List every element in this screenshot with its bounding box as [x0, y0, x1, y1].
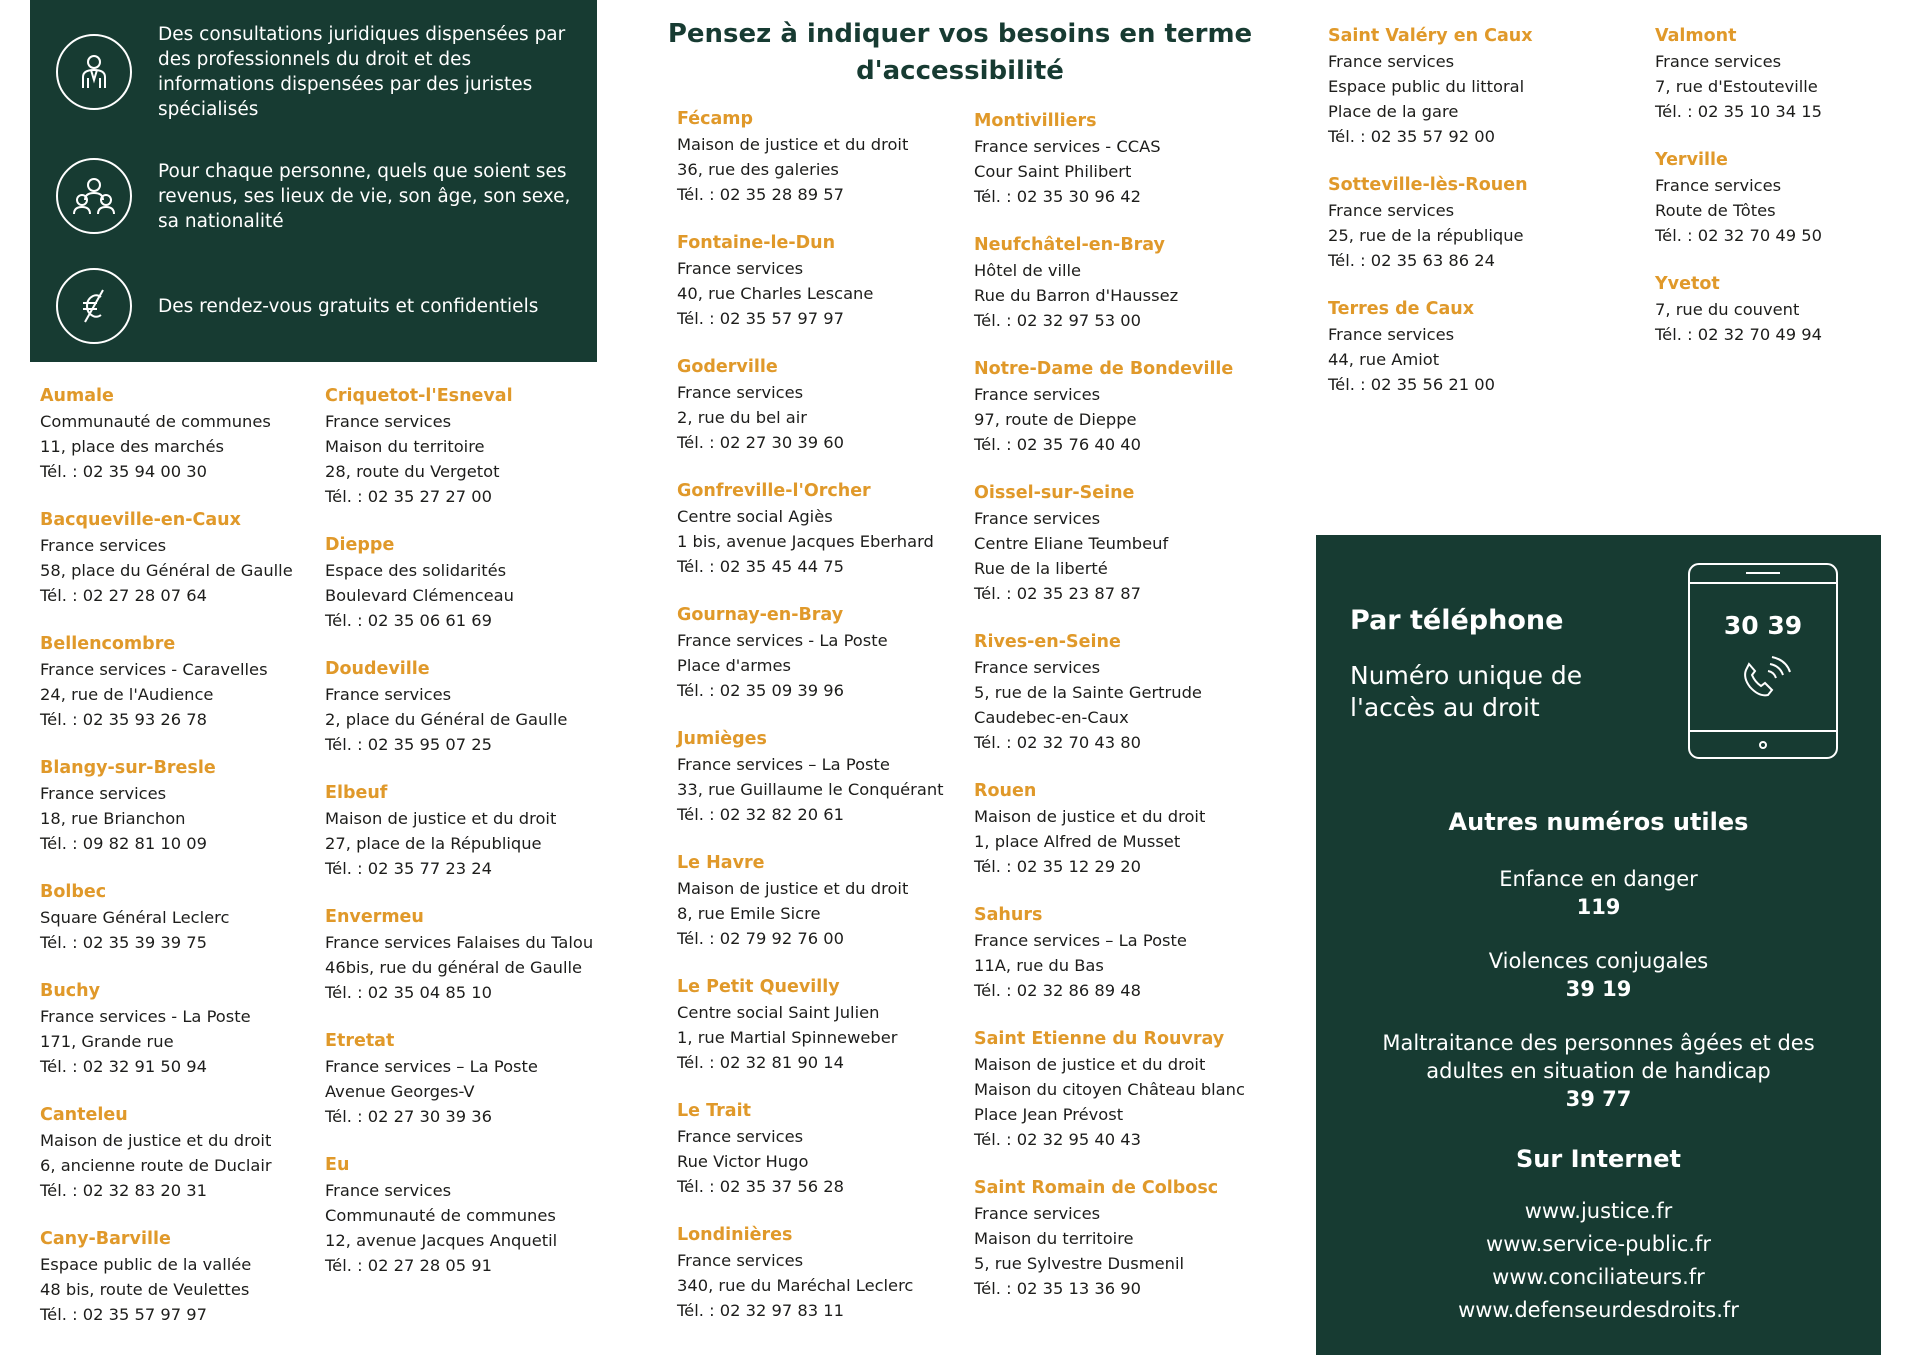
city-name: Cany-Barville: [40, 1229, 171, 1249]
address-line: 24, rue de l'Audience: [40, 685, 214, 704]
address-line: Rue du Barron d'Haussez: [974, 286, 1179, 305]
address-line: France services: [974, 658, 1101, 677]
address-column-4: [974, 109, 1274, 1325]
city-name: Notre-Dame de Bondeville: [974, 359, 1234, 379]
address-line: France services: [325, 685, 452, 704]
website-link-service-public[interactable]: www.service-public.fr: [1486, 1232, 1711, 1256]
address-line: 25, rue de la république: [1328, 226, 1524, 245]
address-entry: [40, 384, 340, 484]
address-line: 11A, rue du Bas: [974, 956, 1104, 975]
address-line: Communauté de communes: [325, 1206, 556, 1225]
website-link-justice[interactable]: www.justice.fr: [1524, 1199, 1673, 1223]
useful-number-item: [1316, 865, 1881, 921]
address-entry: [974, 233, 1274, 333]
address-entry: [677, 355, 977, 455]
address-line: France services: [1328, 52, 1455, 71]
city-name: Criquetot-l'Esneval: [325, 386, 513, 406]
accessibility-heading: Pensez à indiquer vos besoins en terme d'accessibilité: [667, 19, 1253, 86]
city-name: Bolbec: [40, 882, 107, 902]
address-line: 1, rue Martial Spinneweber: [677, 1028, 898, 1047]
city-name: Sotteville-lès-Rouen: [1328, 175, 1528, 195]
phone-number-line: Tél. : 02 35 27 27 00: [325, 487, 493, 506]
address-line: France services: [677, 1127, 804, 1146]
address-entry: [974, 109, 1274, 209]
address-line: France services: [974, 1204, 1101, 1223]
address-line: France services: [1655, 52, 1782, 71]
address-line: Cour Saint Philibert: [974, 162, 1132, 181]
phone-number-line: Tél. : 02 35 39 39 75: [40, 933, 208, 952]
city-name: Yerville: [1655, 150, 1728, 170]
phone-number-line: Tél. : 02 32 97 83 11: [677, 1301, 845, 1320]
address-entry: [40, 1103, 340, 1203]
address-line: France services: [1328, 201, 1455, 220]
address-line: France services - Caravelles: [40, 660, 268, 679]
phone-panel-subtitle: Numéro unique de l'accès au droit: [1350, 661, 1583, 722]
features-panel: [30, 0, 597, 362]
address-line: France services: [1655, 176, 1782, 195]
address-entry: [974, 357, 1274, 457]
address-line: Maison de justice et du droit: [40, 1131, 272, 1150]
address-line: Caudebec-en-Caux: [974, 708, 1129, 727]
city-name: Envermeu: [325, 907, 424, 927]
address-entry: [40, 508, 340, 608]
address-column-2: [325, 384, 625, 1302]
phone-number-line: Tél. : 02 35 10 34 15: [1655, 102, 1823, 121]
address-line: France services – La Poste: [325, 1057, 538, 1076]
city-name: Neufchâtel-en-Bray: [974, 235, 1165, 255]
address-line: France services: [325, 412, 452, 431]
address-line: Maison de justice et du droit: [677, 135, 909, 154]
phone-number-line: Tél. : 02 32 70 49 50: [1655, 226, 1823, 245]
address-entry: [325, 533, 625, 633]
address-entry: [1328, 297, 1628, 397]
address-line: 2, rue du bel air: [677, 408, 807, 427]
city-name: Gonfreville-l'Orcher: [677, 481, 871, 501]
address-line: France services – La Poste: [677, 755, 890, 774]
city-name: Fécamp: [677, 109, 754, 129]
phone-number-line: Tél. : 02 35 94 00 30: [40, 462, 208, 481]
address-line: 5, rue Sylvestre Dusmenil: [974, 1254, 1185, 1273]
phone-number-line: Tél. : 02 35 28 89 57: [677, 185, 845, 204]
phone-number-line: Tél. : 02 35 57 97 97: [677, 309, 845, 328]
address-line: Centre Eliane Teumbeuf: [974, 534, 1169, 553]
address-column-3: [677, 107, 977, 1347]
address-line: France services: [677, 259, 804, 278]
address-line: 58, place du Général de Gaulle: [40, 561, 293, 580]
address-line: Maison de justice et du droit: [325, 809, 557, 828]
city-name: Doudeville: [325, 659, 430, 679]
address-line: 48 bis, route de Veulettes: [40, 1280, 250, 1299]
address-entry: [40, 632, 340, 732]
address-entry: [677, 231, 977, 331]
address-entry: [1328, 24, 1628, 149]
lawyer-person-icon: [56, 34, 132, 110]
address-line: France services Falaises du Talou: [325, 933, 594, 952]
city-name: Sahurs: [974, 905, 1043, 925]
euro-crossed-icon: [56, 268, 132, 344]
city-name: Rives-en-Seine: [974, 632, 1121, 652]
city-name: Montivilliers: [974, 111, 1097, 131]
phone-number-line: Tél. : 02 27 28 07 64: [40, 586, 208, 605]
address-line: 171, Grande rue: [40, 1032, 174, 1051]
address-line: Espace public du littoral: [1328, 77, 1525, 96]
useful-number: 39 19: [1565, 977, 1632, 1001]
feature-text: Pour chaque personne, quels que soient ses revenus, ses lieux de vie, son âge, son sexe, sa nationalité: [158, 160, 571, 232]
address-line: 5, rue de la Sainte Gertrude: [974, 683, 1202, 702]
address-entry: [677, 479, 977, 579]
address-entry: [974, 903, 1274, 1003]
address-line: Place de la gare: [1328, 102, 1459, 121]
address-line: Espace des solidarités: [325, 561, 507, 580]
feature-for-everyone: [56, 158, 576, 234]
address-line: France services: [974, 385, 1101, 404]
city-name: Londinières: [677, 1225, 793, 1245]
useful-number-item: [1366, 1029, 1831, 1113]
website-link-defenseur[interactable]: www.defenseurdesdroits.fr: [1458, 1298, 1739, 1322]
address-entry: [1655, 272, 1905, 347]
useful-number: 39 77: [1565, 1087, 1632, 1111]
feature-text: Des consultations juridiques dispensées par des professionnels du droit et des informations dispensées par des juristes spécialisés: [158, 24, 566, 120]
phone-number-line: Tél. : 02 35 06 61 69: [325, 611, 493, 630]
address-entry: [974, 1027, 1274, 1152]
address-entry: [677, 603, 977, 703]
access-number: 30 39: [1723, 611, 1803, 640]
address-line: Avenue Georges-V: [325, 1082, 475, 1101]
address-line: 7, rue d'Estouteville: [1655, 77, 1818, 96]
useful-number-item: [1316, 947, 1881, 1003]
city-name: Jumièges: [677, 729, 767, 749]
address-entry: [974, 630, 1274, 755]
address-entry: [677, 727, 977, 827]
phone-number-line: Tél. : 02 35 45 44 75: [677, 557, 845, 576]
address-line: 2, place du Général de Gaulle: [325, 710, 568, 729]
address-line: Maison de justice et du droit: [974, 1055, 1206, 1074]
address-column-5: [1328, 24, 1628, 421]
phone-number-line: Tél. : 02 35 23 87 87: [974, 584, 1142, 603]
address-line: Route de Tôtes: [1655, 201, 1776, 220]
feature-legal-consultations: [56, 22, 576, 122]
address-line: 33, rue Guillaume le Conquérant: [677, 780, 944, 799]
address-line: Centre social Saint Julien: [677, 1003, 880, 1022]
phone-number-line: Tél. : 02 35 77 23 24: [325, 859, 493, 878]
address-line: 46bis, rue du général de Gaulle: [325, 958, 583, 977]
city-name: Saint Valéry en Caux: [1328, 26, 1533, 46]
address-line: France services: [677, 383, 804, 402]
address-line: Square Général Leclerc: [40, 908, 230, 927]
address-entry: [325, 384, 625, 509]
address-line: 1, place Alfred de Musset: [974, 832, 1181, 851]
city-name: Dieppe: [325, 535, 395, 555]
address-entry: [677, 107, 977, 207]
address-line: 97, route de Dieppe: [974, 410, 1137, 429]
phone-number-line: Tél. : 02 27 30 39 36: [325, 1107, 493, 1126]
address-entry: [325, 1029, 625, 1129]
phone-number-line: Tél. : 02 35 56 21 00: [1328, 375, 1496, 394]
address-line: 11, place des marchés: [40, 437, 224, 456]
address-entry: [1655, 148, 1905, 248]
address-line: France services - CCAS: [974, 137, 1161, 156]
phone-number-line: Tél. : 02 32 86 89 48: [974, 981, 1142, 1000]
internet-heading: Sur Internet: [1516, 1145, 1681, 1173]
address-column-6: [1655, 24, 1905, 371]
address-line: Boulevard Clémenceau: [325, 586, 514, 605]
useful-number-label: Enfance en danger: [1499, 867, 1698, 891]
address-line: 44, rue Amiot: [1328, 350, 1440, 369]
phone-panel-title: Par téléphone: [1350, 605, 1564, 636]
address-line: France services: [40, 536, 167, 555]
address-entry: [1328, 173, 1628, 273]
address-line: 28, route du Vergetot: [325, 462, 500, 481]
address-line: Communauté de communes: [40, 412, 271, 431]
phone-number-line: Tél. : 02 35 30 96 42: [974, 187, 1142, 206]
phone-number-line: Tél. : 02 35 13 36 90: [974, 1279, 1142, 1298]
address-line: Hôtel de ville: [974, 261, 1082, 280]
city-name: Le Trait: [677, 1101, 751, 1121]
phone-number-line: Tél. : 02 35 95 07 25: [325, 735, 493, 754]
address-line: France services: [974, 509, 1101, 528]
address-entry: [325, 1153, 625, 1278]
smartphone-icon: [1688, 563, 1838, 759]
address-line: Espace public de la vallée: [40, 1255, 252, 1274]
address-line: 7, rue du couvent: [1655, 300, 1800, 319]
address-entry: [325, 905, 625, 1005]
address-column-1: [40, 384, 340, 1351]
city-name: Saint Etienne du Rouvray: [974, 1029, 1225, 1049]
phone-panel: [1316, 535, 1881, 1355]
city-name: Yvetot: [1655, 274, 1720, 294]
phone-number-line: Tél. : 09 82 81 10 09: [40, 834, 208, 853]
city-name: Etretat: [325, 1031, 395, 1051]
city-name: Buchy: [40, 981, 101, 1001]
city-name: Oissel-sur-Seine: [974, 483, 1135, 503]
address-line: 6, ancienne route de Duclair: [40, 1156, 272, 1175]
address-line: France services: [677, 1251, 804, 1270]
address-line: Place Jean Prévost: [974, 1105, 1124, 1124]
website-links: [1316, 1195, 1881, 1327]
city-name: Le Havre: [677, 853, 765, 873]
phone-number-line: Tél. : 02 35 63 86 24: [1328, 251, 1496, 270]
phone-number-line: Tél. : 02 35 57 97 97: [40, 1305, 208, 1324]
address-line: France services: [40, 784, 167, 803]
address-line: France services: [1328, 325, 1455, 344]
phone-number-line: Tél. : 02 35 09 39 96: [677, 681, 845, 700]
address-line: Rue de la liberté: [974, 559, 1108, 578]
address-entry: [974, 1176, 1274, 1301]
city-name: Saint Romain de Colbosc: [974, 1178, 1219, 1198]
address-line: 27, place de la République: [325, 834, 542, 853]
city-name: Aumale: [40, 386, 114, 406]
address-entry: [677, 1223, 977, 1323]
address-line: France services - La Poste: [40, 1007, 251, 1026]
city-name: Canteleu: [40, 1105, 128, 1125]
phone-number-line: Tél. : 02 32 81 90 14: [677, 1053, 845, 1072]
address-entry: [677, 1099, 977, 1199]
address-entry: [1655, 24, 1905, 124]
people-group-icon: [56, 158, 132, 234]
address-line: 1 bis, avenue Jacques Eberhard: [677, 532, 934, 551]
phone-number-line: Tél. : 02 35 93 26 78: [40, 710, 208, 729]
city-name: Le Petit Quevilly: [677, 977, 840, 997]
city-name: Gournay-en-Bray: [677, 605, 844, 625]
city-name: Fontaine-le-Dun: [677, 233, 836, 253]
city-name: Goderville: [677, 357, 778, 377]
address-line: 40, rue Charles Lescane: [677, 284, 874, 303]
city-name: Bacqueville-en-Caux: [40, 510, 241, 530]
useful-number-label: Violences conjugales: [1488, 949, 1709, 973]
address-line: Maison de justice et du droit: [677, 879, 909, 898]
address-line: Centre social Agiès: [677, 507, 833, 526]
address-entry: [974, 779, 1274, 879]
useful-number: 119: [1576, 895, 1621, 919]
phone-number-line: Tél. : 02 35 76 40 40: [974, 435, 1142, 454]
address-entry: [40, 979, 340, 1079]
city-name: Terres de Caux: [1328, 299, 1475, 319]
phone-number-line: Tél. : 02 35 37 56 28: [677, 1177, 845, 1196]
useful-number-label: Maltraitance des personnes âgées et des adultes en situation de handicap: [1382, 1031, 1815, 1083]
address-line: 18, rue Brianchon: [40, 809, 186, 828]
address-line: 12, avenue Jacques Anquetil: [325, 1231, 558, 1250]
city-name: Eu: [325, 1155, 350, 1175]
city-name: Blangy-sur-Bresle: [40, 758, 216, 778]
phone-number-line: Tél. : 02 32 97 53 00: [974, 311, 1142, 330]
phone-number-line: Tél. : 02 32 70 43 80: [974, 733, 1142, 752]
address-line: Maison de justice et du droit: [974, 807, 1206, 826]
address-line: Maison du citoyen Château blanc: [974, 1080, 1245, 1099]
address-line: Maison du territoire: [974, 1229, 1134, 1248]
phone-number-line: Tél. : 02 35 12 29 20: [974, 857, 1142, 876]
address-entry: [974, 481, 1274, 606]
address-line: Place d'armes: [677, 656, 792, 675]
feature-free-confidential: [56, 268, 576, 344]
address-line: France services - La Poste: [677, 631, 888, 650]
phone-number-line: Tél. : 02 27 30 39 60: [677, 433, 845, 452]
address-line: Maison du territoire: [325, 437, 485, 456]
address-entry: [325, 657, 625, 757]
phone-number-line: Tél. : 02 32 83 20 31: [40, 1181, 208, 1200]
address-entry: [40, 1227, 340, 1327]
address-entry: [40, 880, 340, 955]
website-link-conciliateurs[interactable]: www.conciliateurs.fr: [1492, 1265, 1705, 1289]
phone-number-line: Tél. : 02 35 57 92 00: [1328, 127, 1496, 146]
address-line: 8, rue Emile Sicre: [677, 904, 821, 923]
phone-number-line: Tél. : 02 32 70 49 94: [1655, 325, 1823, 344]
address-entry: [677, 851, 977, 951]
other-numbers-heading: Autres numéros utiles: [1448, 808, 1749, 836]
city-name: Elbeuf: [325, 783, 388, 803]
address-entry: [325, 781, 625, 881]
phone-number-line: Tél. : 02 35 04 85 10: [325, 983, 493, 1002]
address-line: France services: [325, 1181, 452, 1200]
city-name: Valmont: [1655, 26, 1737, 46]
address-line: Rue Victor Hugo: [677, 1152, 809, 1171]
address-line: France services – La Poste: [974, 931, 1187, 950]
phone-number-line: Tél. : 02 27 28 05 91: [325, 1256, 493, 1275]
phone-number-line: Tél. : 02 32 82 20 61: [677, 805, 845, 824]
feature-text: Des rendez-vous gratuits et confidentiels: [158, 295, 539, 317]
address-entry: [40, 756, 340, 856]
city-name: Bellencombre: [40, 634, 176, 654]
phone-number-line: Tél. : 02 32 91 50 94: [40, 1057, 208, 1076]
phone-number-line: Tél. : 02 79 92 76 00: [677, 929, 845, 948]
phone-number-line: Tél. : 02 32 95 40 43: [974, 1130, 1142, 1149]
city-name: Rouen: [974, 781, 1037, 801]
address-line: 36, rue des galeries: [677, 160, 839, 179]
address-line: 340, rue du Maréchal Leclerc: [677, 1276, 914, 1295]
address-entry: [677, 975, 977, 1075]
